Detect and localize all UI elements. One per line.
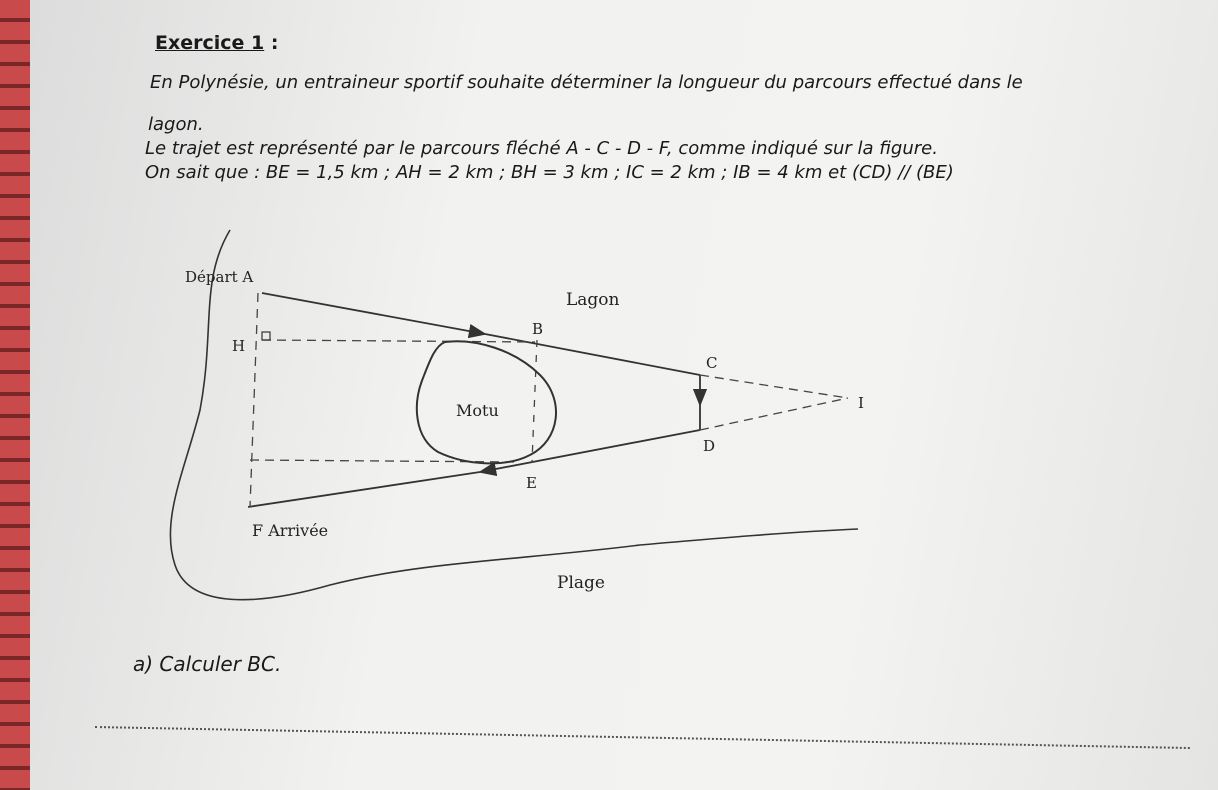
shore-outline bbox=[170, 230, 858, 600]
segment-a-b bbox=[262, 293, 485, 334]
label-h: H bbox=[232, 337, 246, 355]
statement-line-1: En Polynésie, un entraineur sportif souhaite déterminer la longueur du parcours effectué dans le bbox=[150, 72, 1023, 93]
label-d: D bbox=[703, 437, 716, 455]
statement-line-4: On sait que : BE = 1,5 km ; AH = 2 km ; BH = 3 km ; IC = 2 km ; IB = 4 km et (CD) // (BE) bbox=[145, 162, 954, 183]
segment-e-f bbox=[248, 472, 480, 507]
label-b: B bbox=[532, 320, 544, 338]
label-c: C bbox=[706, 354, 718, 372]
label-motu: Motu bbox=[456, 401, 499, 420]
question-a: a) Calculer BC. bbox=[133, 652, 282, 676]
dashed-h-b bbox=[262, 340, 535, 342]
statement-line-2: lagon. bbox=[148, 114, 204, 135]
exercise-title-colon: : bbox=[270, 32, 279, 54]
label-arrivee: F Arrivée bbox=[252, 521, 329, 540]
segment-b-c bbox=[485, 334, 700, 375]
label-plage: Plage bbox=[557, 573, 605, 593]
label-depart: Départ A bbox=[185, 268, 254, 286]
dashed-left-e bbox=[250, 460, 520, 462]
right-angle-mark bbox=[262, 332, 270, 340]
dashed-c-i bbox=[700, 375, 848, 398]
label-lagon: Lagon bbox=[566, 290, 620, 310]
exercise-title-text: Exercice 1 bbox=[155, 32, 265, 54]
label-i: I bbox=[858, 394, 864, 412]
segment-d-e bbox=[480, 430, 700, 472]
dashed-a-f bbox=[250, 293, 258, 507]
label-e: E bbox=[526, 474, 537, 492]
statement-line-3: Le trajet est représenté par le parcours fléché A - C - D - F, comme indiqué sur la figure. bbox=[145, 138, 938, 159]
dashed-b-e bbox=[532, 340, 537, 462]
dashed-d-i bbox=[700, 398, 848, 430]
